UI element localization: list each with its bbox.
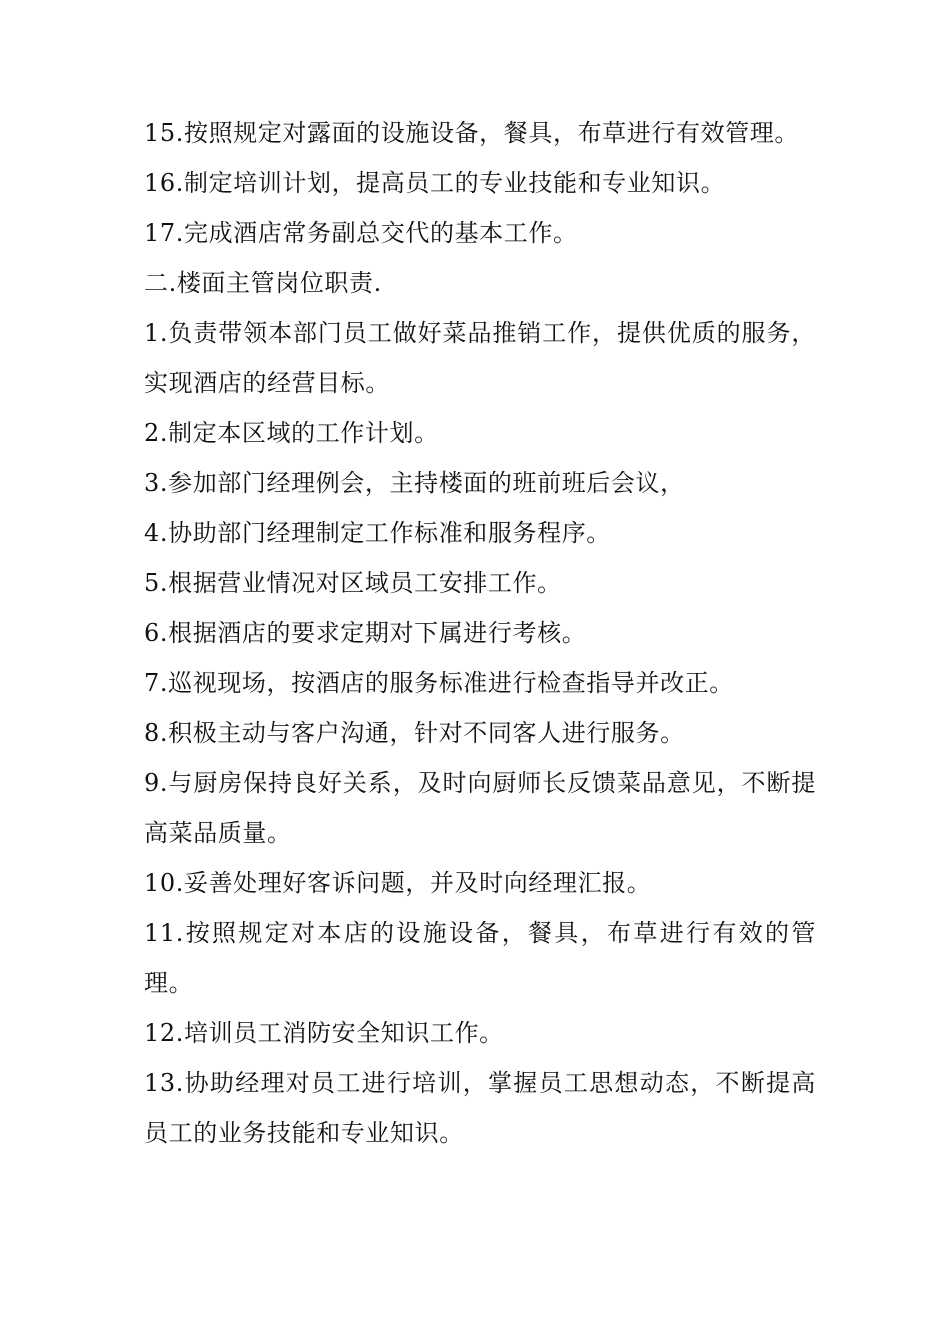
document-body (144, 108, 816, 1158)
paragraph-10: 10.妥善处理好客诉问题，并及时向经理汇报。 (144, 869, 652, 897)
paragraph-11: 11.按照规定对本店的设施设备，餐具，布草进行有效的管理。 (144, 919, 816, 997)
section-heading: 二.楼面主管岗位职责. (144, 269, 382, 297)
paragraph-8: 8.积极主动与客户沟通，针对不同客人进行服务。 (144, 719, 685, 747)
paragraph-1: 1.负责带领本部门员工做好菜品推销工作，提供优质的服务，实现酒店的经营目标。 (144, 319, 816, 397)
paragraph-2: 2.制定本区域的工作计划。 (144, 419, 439, 447)
paragraph-4: 4.协助部门经理制定工作标准和服务程序。 (144, 519, 611, 547)
paragraph-15: 15.按照规定对露面的设施设备，餐具，布草进行有效管理。 (144, 119, 799, 147)
paragraph-12: 12.培训员工消防安全知识工作。 (144, 1019, 504, 1047)
paragraph-9: 9.与厨房保持良好关系，及时向厨师长反馈菜品意见，不断提高菜品质量。 (144, 769, 816, 847)
paragraph-5: 5.根据营业情况对区域员工安排工作。 (144, 569, 562, 597)
paragraph-13: 13.协助经理对员工进行培训，掌握员工思想动态，不断提高员工的业务技能和专业知识。 (144, 1069, 816, 1147)
paragraph-6: 6.根据酒店的要求定期对下属进行考核。 (144, 619, 587, 647)
paragraph-16: 16.制定培训计划，提高员工的专业技能和专业知识。 (144, 169, 726, 197)
paragraph-3: 3.参加部门经理例会，主持楼面的班前班后会议， (144, 469, 685, 497)
paragraph-17: 17.完成酒店常务副总交代的基本工作。 (144, 219, 578, 247)
paragraph-7: 7.巡视现场，按酒店的服务标准进行检查指导并改正。 (144, 669, 734, 697)
